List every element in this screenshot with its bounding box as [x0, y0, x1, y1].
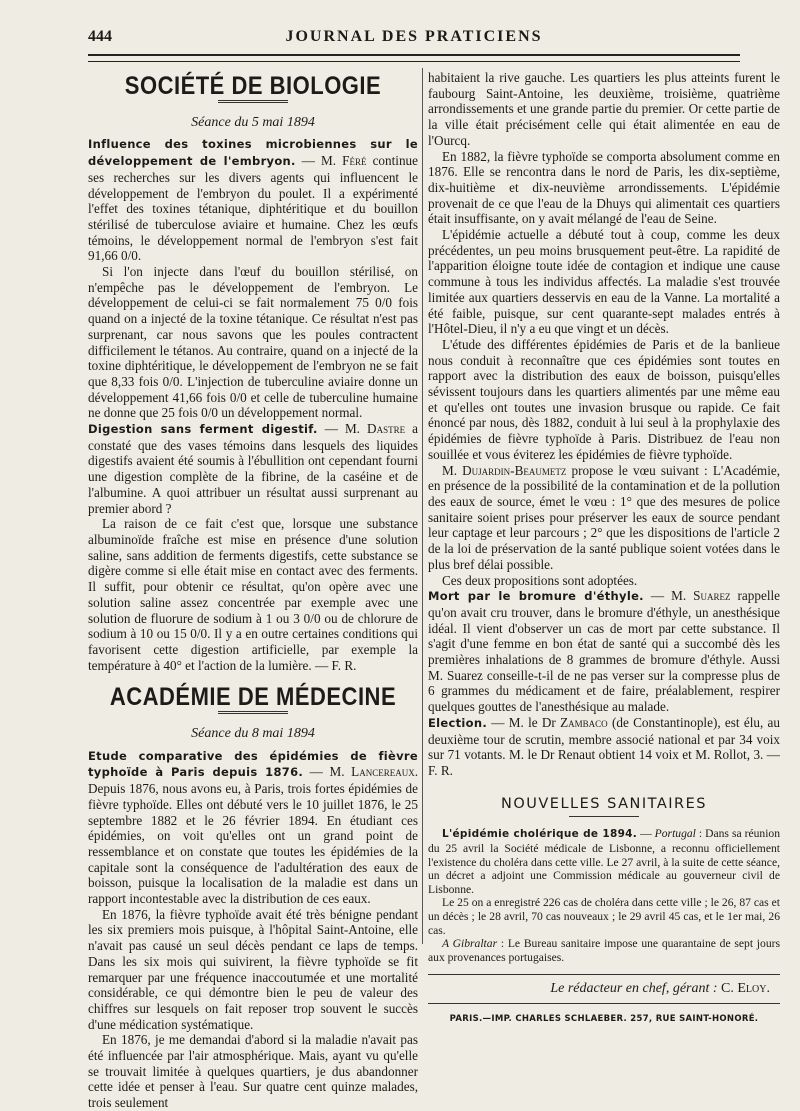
seance-date-biologie: Séance du 5 mai 1894 — [191, 114, 315, 130]
left-column — [88, 70, 418, 1111]
place-name: A Gibraltar — [442, 937, 498, 951]
author-name: Suarez — [693, 588, 731, 604]
article-paragraph: L'épidémie actuelle a débuté tout à coup, comme les deux précédentes, un peu moins brusquement peut-être. La rapidité de l'apparition éloigne toute idée de contagion et indique une cause commune à tous les individus affectés. La maladie s'est trouvée limitée aux quartiers desservis en eau de la Vanne. La mortalité a été faible, puisque, sur cent quarante-sept malades entrés à l'Hôtel-Dieu, il n'y a eu que vingt et un décès. — [428, 227, 780, 337]
header-rule — [88, 54, 740, 62]
article-lead: Mort par le bromure d'éthyle. — [428, 589, 644, 604]
section-title-nouvelles: NOUVELLES SANITAIRES — [501, 795, 707, 812]
author-name: Féré — [342, 153, 367, 169]
footer-rule — [428, 1003, 780, 1004]
article-paragraph: La raison de ce fait c'est que, lorsque une substance albuminoïde fraîche est mise en présence d'une solution saline, sans addition de ferments digestifs, cette substance se digère comme si elle était mise en contact avec des ferments. Il suffit, pour obtenir ce résultat, qu'on opère avec une solution saline assez concentrée par exemple avec une solution de fluorure de sodium à 1 ou 3 0/0 ou de chlorure de sodium à 10 ou 15 0/0. Il y a en outre certaines conditions qui favorisent cette digestion artificielle, par exemple la température à 40° et l'action de la lumière. — F. R. — [88, 516, 418, 673]
section-rule — [218, 711, 288, 716]
article-paragraph: En 1882, la fièvre typhoïde se comporta absolument comme en 1876. Elle se rencontra dans le nord de Paris, les dix-septième, dix-huitième et dix-neuvième arrondissements. L'épidémie provenait de ce que l'eau de la Dhuys qui alimentait ces quartiers était insuffisante, on y avait mélangé de l'eau de Seine. — [428, 148, 780, 227]
section-title-biologie: SOCIÉTÉ DE BIOLOGIE — [124, 71, 382, 100]
article-lead: L'épidémie cholérique de 1894. — [442, 828, 638, 841]
section-rule — [569, 816, 639, 817]
article-paragraph: A Gibraltar : Le Bureau sanitaire impose une quarantaine de sept jours aux provenances portugaises. — [428, 937, 780, 964]
article-paragraph: L'étude des différentes épidémies de Paris et de la banlieue nous conduit à reconnaître que ces épidémies sont toutes en rapport avec la distribution des eaux de boisson, puisqu'elles sévissent toujours dans les quartiers alimentés par une même eau et qu'elles ont toutes une invasion brusque ou rapide. Ce fait énoncé par nous, dès 1882, conduit à lui seul à la prophylaxie des épidémies de fièvre typhoïde à Paris. Distribuez de l'eau non souillée et vous éviterez les épidémies de fièvre typhoïde. — [428, 336, 780, 462]
article-paragraph: M. Dujardin-Beaumetz propose le vœu suivant : L'Académie, en présence de la possibilité de la contamination et de la pollution des eaux de source, émet le vœu : 1° que des mesures de police sanitaire soient prises pour préserver les eaux de source pendant leur captage et leur parcours ; 2° que les dispositions de l'article 2 de la loi de préservation de la santé publique soient votées dans le plus bref délai possible. — [428, 462, 781, 572]
article-paragraph: En 1876, je me demandai d'abord si la maladie n'avait pas été influencée par l'air atmosphérique. Mais, ayant vu qu'elle se trouvait limitée à quelques quartiers, je dus abandonner cette idée et penser à l'eau. Sur quatre cent quinze malades, trois seulement — [88, 1032, 418, 1111]
article-paragraph: Influence des toxines microbiennes sur le développement de l'embryon. — M. Féré continue ses recherches sur les divers agents qui influencent le développement de l'embryon du poulet. Il a expérimenté l'effet des toxines tétanique, diphtéritique et du bouillon stérilisé de tuberculose aviaire et humaine. Chez les œufs témoins, le développement normal de l'embryon s'est fait 91,66 0/0. — [88, 137, 418, 264]
running-head — [88, 28, 740, 50]
article-paragraph: Ces deux propositions sont adoptées. — [442, 572, 638, 588]
place-name: Portugal — [654, 827, 696, 841]
printer-imprint: PARIS.—IMP. CHARLES SCHLAEBER. 257, RUE SAINT-HONORÉ. — [449, 1013, 759, 1024]
article-lead: Etude comparative des épidémies de fièvre typhoïde à Paris depuis 1876. — [88, 748, 418, 780]
article-paragraph: habitaient la rive gauche. Les quartiers les plus atteints furent le faubourg Saint-Antoine, les deuxième, troisième, quatrième arrondissements et une grande partie du premier. Or cette partie de la ville était précisément celle qui était alimentée en eau de l'Ourcq. — [428, 70, 780, 148]
article-paragraph: En 1876, la fièvre typhoïde avait été très bénigne pendant les six premiers mois puisque, à l'hôpital Saint-Antoine, elle n'avait pas causé un seul décès pendant ce laps de temps. Dans les six mois qui suivirent, la fièvre typhoïde se fit remarquer par une fréquence inaccoutumée et une mortalité considérable, ce qui démontre bien le peu de valeur des chiffres sur lesquels on fait reposer trop souvent le succès d'une médication systématique. — [88, 906, 418, 1032]
article-paragraph: Etude comparative des épidémies de fièvre typhoïde à Paris depuis 1876. — M. Lancereaux. Depuis 1876, nous avons eu, à Paris, trois fortes épidémies de fièvre typhoïde. Elles ont débuté vers le 10 juillet 1876, le 25 septembre 1882 et le 26 février 1894. En étudiant ces épidémies, on voit qu'elles ont un grand point de ressemblance et on constate que toutes les épidémies de la capitale sont la conséquence de l'adultération des eaux de boisson, puisque la localisation de la maladie est dans un rapport incontestable avec la distribution de ces eaux. — [88, 748, 418, 907]
article-paragraph: Digestion sans ferment digestif. — M. Dastre a constaté que des vases témoins dans lesquels des liquides digestifs avaient été soumis à l'ébullition ont cependant fourni une digestion complète de la fibrine, de la caséine et de l'albumine. A quoi attribuer un résultat aussi surprenant au premier abord ? — [88, 421, 418, 516]
journal-title: JOURNAL DES PRATICIENS — [285, 28, 543, 45]
article-lead: Election. — [428, 715, 488, 730]
article-lead: Influence des toxines microbiennes sur le développement de l'embryon. — [88, 137, 418, 169]
nouvelles-block — [428, 827, 780, 964]
article-paragraph: Election. — M. le Dr Zambaco (de Constantinople), est élu, au deuxième tour de scrutin, membre associé national et par 34 voix sur 71 votants. M. le Dr Renaut obtient 14 voix et M. Rollot, 3. — F. R. — [428, 714, 780, 778]
page-number: 444 — [88, 28, 112, 45]
author-name: Dujardin-Beaumetz — [462, 462, 567, 478]
editor-signature: Le rédacteur en chef, gérant : C. Eloy. — [550, 981, 770, 997]
section-rule — [218, 100, 288, 105]
author-name: Zambaco — [560, 714, 608, 730]
seance-date-academie: Séance du 8 mai 1894 — [191, 726, 315, 742]
article-lead: Digestion sans ferment digestif. — [88, 422, 318, 437]
editor-name: C. Eloy. — [721, 981, 770, 997]
column-divider — [422, 68, 423, 944]
section-title-academie: ACADÉMIE DE MÉDECINE — [109, 682, 397, 712]
author-name: Dastre — [367, 421, 406, 437]
article-paragraph: Si l'on injecte dans l'œuf du bouillon stérilisé, on n'empêche pas le développement de l'embryon. Le développement de celui-ci se fait normalement 75 0/0 fois quand on a injecté de la toxine tétanique. Ce résultat n'est pas surprenant, car nous savons que les poules contractent difficilement le tétanos. Au contraire, quand on a injecté de la toxine diphtéritique, le développement de l'embryon ne se fait que 8,33 fois 0/0. L'injection de tuberculine aviaire donne un développement 41,66 fois 0/0 et celle de tuberculine humaine ne donne que 25 fois 0/0 un développement normal. — [88, 264, 418, 421]
footer-rule — [428, 974, 780, 975]
article-paragraph: Le 25 on a enregistré 226 cas de choléra dans cette ville ; le 26, 87 cas et un décès ; le 28 avril, 70 cas nouveaux ; le 29 avril 45 cas, et le 1er mai, 26 cas. — [428, 896, 780, 937]
right-column — [428, 70, 780, 1028]
author-name: Lancereaux — [351, 764, 415, 780]
article-paragraph: Mort par le bromure d'éthyle. — M. Suarez rappelle qu'on avait cru trouver, dans le bromure d'éthyle, un anesthésique idéal. Il vient d'observer un cas de mort par cette substance. Il s'agit d'une femme en bon état de santé qui a succombé dès les premières inhalations de 8 grammes de bromure d'éthyle. Aussi M. Suarez conseille-t-il de ne pas verser sur la compresse plus de 6 grammes du médicament et de faire, préalablement, respirer quelques gouttes de l'anesthésique au malade. — [428, 588, 781, 715]
article-paragraph: L'épidémie cholérique de 1894. — Portugal : Dans sa réunion du 25 avril la Société médicale de Lisbonne, a reconnu officiellement l'existence du choléra dans cette ville. Le 27 avril, à la suite de cette séance, un décret a adjoint une Commission médicale au gouverneur civil de Lisbonne. — [428, 827, 781, 896]
